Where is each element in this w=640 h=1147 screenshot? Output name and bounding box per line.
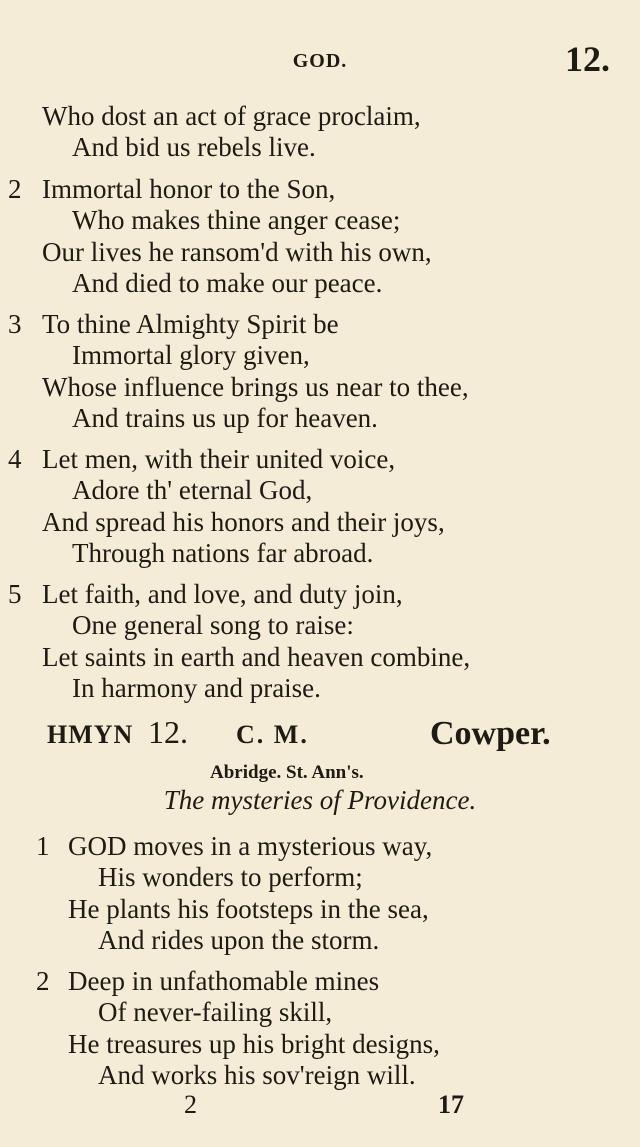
verse-line: Who makes thine anger cease; [72, 205, 401, 235]
verse-line: Who dost an act of grace proclaim, [42, 101, 421, 131]
hymn-label: HMYN [47, 720, 134, 749]
page-number: 12. [565, 39, 610, 79]
stanza-number: 5 [8, 579, 22, 609]
verse-line: And works his sov'reign will. [98, 1060, 416, 1090]
verse-line: Through nations far abroad. [72, 538, 374, 568]
hymn-author: Cowper. [430, 715, 551, 752]
verse-line: And trains us up for heaven. [72, 403, 378, 433]
stanza-number: 2 [8, 174, 22, 204]
stanza-number: 1 [36, 831, 50, 861]
verse-line: Our lives he ransom'd with his own, [42, 237, 432, 267]
verse-line: Immortal honor to the Son, [42, 174, 336, 204]
verse-line: His wonders to perform; [98, 862, 363, 892]
stanza-number: 4 [8, 444, 22, 474]
verse-line: And died to make our peace. [72, 268, 383, 298]
verse-line: GOD moves in a mysterious way, [68, 831, 433, 861]
verse-line: Adore th' eternal God, [72, 475, 313, 505]
stanza-number: 3 [8, 309, 22, 339]
verse-line: Let saints in earth and heaven combine, [42, 642, 471, 672]
running-head: GOD. [292, 50, 348, 72]
verse-line: He treasures up his bright designs, [68, 1029, 440, 1059]
verse-line: And bid us rebels live. [72, 132, 316, 162]
verse-line: Immortal glory given, [72, 340, 310, 370]
verse-line: One general song to raise: [72, 610, 354, 640]
verse-line: And rides upon the storm. [98, 925, 380, 955]
verse-line: In harmony and praise. [72, 673, 321, 703]
verse-line: Whose influence brings us near to thee, [42, 372, 469, 402]
signature-mark: 2 [184, 1090, 197, 1119]
verse-line: Of never-failing skill, [98, 997, 333, 1027]
catchword: 17 [438, 1090, 464, 1119]
tune-names: Abridge. St. Ann's. [210, 762, 364, 783]
verse-line: He plants his footsteps in the sea, [68, 894, 429, 924]
verse-line: And spread his honors and their joys, [42, 507, 445, 537]
verse-line: Let men, with their united voice, [42, 444, 396, 474]
hymn-meter: C. M. [236, 720, 309, 749]
hymn-title: The mysteries of Providence. [163, 785, 477, 815]
verse-line: To thine Almighty Spirit be [42, 309, 339, 339]
hymn-number: 12. [148, 714, 188, 750]
stanza-number: 2 [36, 966, 50, 996]
verse-line: Deep in unfathomable mines [68, 966, 380, 996]
verse-line: Let faith, and love, and duty join, [42, 579, 403, 609]
